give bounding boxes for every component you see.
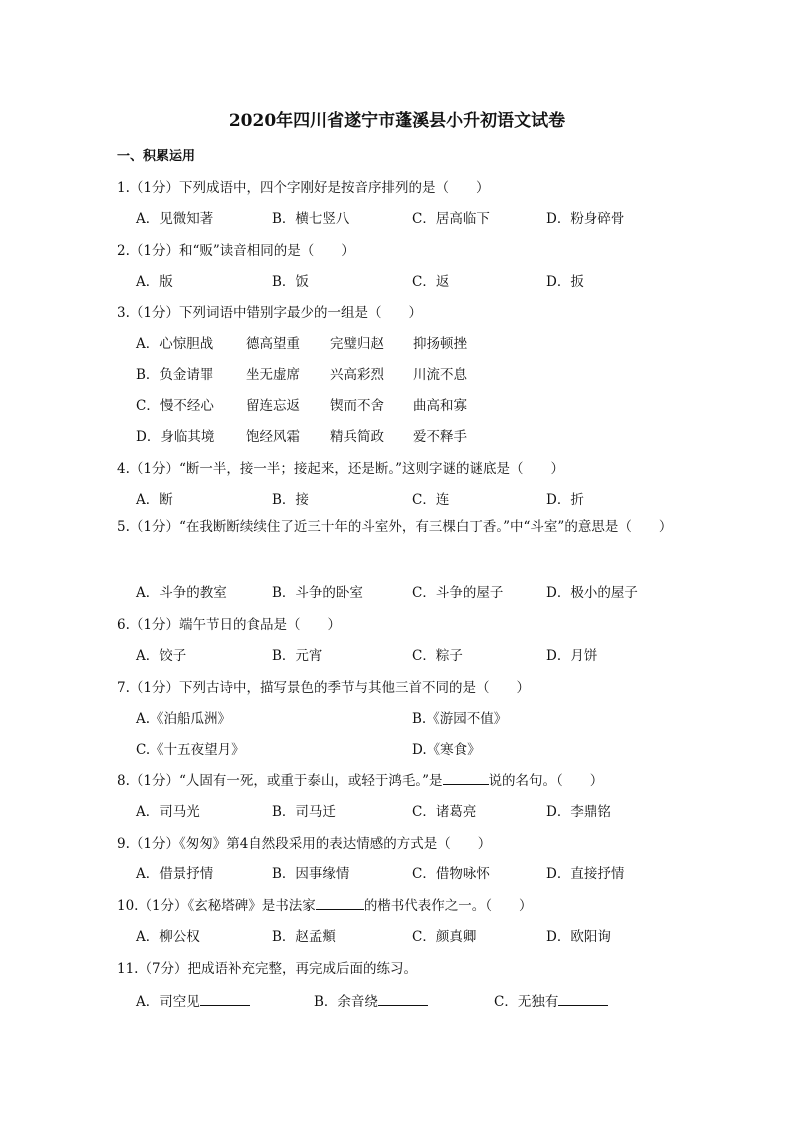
word-group-cell: 爱不释手 (413, 429, 467, 445)
question-6-stem: 6.（1分）端午节日的食品是（ ） (117, 617, 341, 633)
question-5-options (0, 581, 794, 599)
option-c[interactable]: C．粽子 (412, 648, 463, 664)
word-group-cell: 曲高和寡 (413, 398, 467, 414)
option-b[interactable]: B．元宵 (272, 648, 323, 664)
stem-text: 10.（1分）《玄秘塔碑》是书法家 (117, 898, 316, 914)
question-11-fill-items (0, 990, 794, 1008)
idiom-prefix: B．余音绕 (314, 994, 378, 1010)
option-c[interactable]: C．斗争的屋子 (412, 585, 504, 601)
option-c[interactable]: C．诸葛亮 (412, 804, 477, 820)
question-9-options (0, 862, 794, 880)
option-b[interactable]: B．斗争的卧室 (272, 585, 363, 601)
answer-blank[interactable] (443, 772, 489, 785)
stem-text: 说的名句。（ ） (488, 773, 604, 789)
word-group-cell: 兴高彩烈 (330, 367, 384, 383)
option-a[interactable]: A．版 (136, 274, 173, 290)
word-group-cell: 抑扬顿挫 (413, 336, 467, 352)
word-group-cell: 德高望重 (246, 336, 300, 352)
question-10-options (0, 925, 794, 943)
word-group-cell: 精兵简政 (330, 429, 384, 445)
word-group-cell: 坐无虚席 (246, 367, 300, 383)
option-c[interactable]: C．借物咏怀 (412, 866, 490, 882)
option-c[interactable]: C.《十五夜望月》 (136, 742, 245, 758)
question-8-stem (117, 769, 603, 789)
question-10-stem (117, 894, 533, 914)
option-c[interactable]: C．颜真卿 (412, 929, 477, 945)
option-a[interactable]: A．司马光 (136, 804, 200, 820)
option-d[interactable]: D.《寒食》 (412, 742, 481, 758)
idiom-item-a (136, 990, 250, 1010)
option-a[interactable]: A.《泊船瓜洲》 (136, 711, 232, 727)
question-5-stem: 5.（1分）“在我断断续续住了近三十年的斗室外，有三棵白丁香。”中“斗室”的意思是（ ） (117, 519, 673, 535)
option-a[interactable]: A．饺子 (136, 648, 187, 664)
question-1-options (0, 207, 794, 225)
question-7-options-row-2 (0, 738, 794, 756)
word-group-cell: A．心惊胆战 (136, 336, 214, 352)
idiom-prefix: C．无独有 (494, 994, 559, 1010)
word-group-cell: 完璧归赵 (330, 336, 384, 352)
option-b[interactable]: B．司马迁 (272, 804, 336, 820)
question-7-options-row-1 (0, 707, 794, 725)
word-group-cell: B．负金请罪 (136, 367, 214, 383)
option-c[interactable]: C．居高临下 (412, 211, 490, 227)
answer-blank[interactable] (316, 897, 364, 910)
question-4-stem: 4.（1分）“断一半，接一半；接起来，还是断。”这则字谜的谜底是（ ） (117, 461, 565, 477)
question-2-options (0, 270, 794, 288)
option-d[interactable]: D．扳 (546, 274, 584, 290)
question-11-stem: 11.（7分）把成语补充完整，再完成后面的练习。 (117, 961, 418, 977)
answer-blank[interactable] (378, 993, 428, 1006)
answer-blank[interactable] (200, 993, 250, 1006)
idiom-item-c (494, 990, 608, 1010)
option-a[interactable]: A．斗争的教室 (136, 585, 227, 601)
word-group-cell: 川流不息 (413, 367, 467, 383)
option-c[interactable]: C．连 (412, 492, 450, 508)
question-9-stem: 9.（1分）《匆匆》第4自然段采用的表达情感的方式是（ ） (117, 836, 492, 852)
option-a[interactable]: A．借景抒情 (136, 866, 214, 882)
exam-title: 2020年四川省遂宁市蓬溪县小升初语文试卷 (228, 111, 566, 131)
word-group-cell: 饱经风霜 (246, 429, 300, 445)
word-group-cell: 锲而不舍 (330, 398, 384, 414)
word-group-cell: D．身临其境 (136, 429, 215, 445)
question-2-stem: 2.（1分）和“贩”读音相同的是（ ） (117, 243, 355, 259)
stem-text: 的楷书代表作之一。（ ） (363, 898, 533, 914)
stem-text: 8.（1分）“人固有一死，或重于泰山，或轻于鸿毛。”是 (117, 773, 443, 789)
option-b[interactable]: B．接 (272, 492, 309, 508)
answer-blank[interactable] (558, 993, 608, 1006)
option-d[interactable]: D．李鼎铭 (546, 804, 611, 820)
question-3-option-row-a[interactable] (0, 332, 794, 350)
option-d[interactable]: D．折 (546, 492, 584, 508)
option-a[interactable]: A．柳公权 (136, 929, 200, 945)
question-7-stem: 7.（1分）下列古诗中，描写景色的季节与其他三首不同的是（ ） (117, 680, 530, 696)
question-1-stem: 1.（1分）下列成语中，四个字刚好是按音序排列的是（ ） (117, 180, 490, 196)
option-d[interactable]: D．月饼 (546, 648, 598, 664)
option-d[interactable]: D．极小的屋子 (546, 585, 638, 601)
option-a[interactable]: A．见微知著 (136, 211, 214, 227)
question-4-options (0, 488, 794, 506)
question-6-options (0, 644, 794, 662)
option-b[interactable]: B．因事缘情 (272, 866, 350, 882)
option-d[interactable]: D．粉身碎骨 (546, 211, 625, 227)
question-3-option-row-b[interactable] (0, 363, 794, 381)
question-8-options (0, 800, 794, 818)
option-b[interactable]: B．饭 (272, 274, 309, 290)
question-3-option-row-d[interactable] (0, 425, 794, 443)
word-group-cell: 留连忘返 (246, 398, 300, 414)
question-3-stem: 3.（1分）下列词语中错别字最少的一组是（ ） (117, 305, 422, 321)
section-heading: 一、积累运用 (117, 149, 196, 164)
idiom-prefix: A．司空见 (136, 994, 200, 1010)
option-c[interactable]: C．返 (412, 274, 450, 290)
option-d[interactable]: D．欧阳询 (546, 929, 611, 945)
option-b[interactable]: B.《游园不值》 (412, 711, 508, 727)
option-d[interactable]: D．直接抒情 (546, 866, 625, 882)
idiom-item-b (314, 990, 428, 1010)
option-b[interactable]: B．赵孟頫 (272, 929, 336, 945)
option-b[interactable]: B．横七竖八 (272, 211, 350, 227)
option-a[interactable]: A．断 (136, 492, 173, 508)
word-group-cell: C．慢不经心 (136, 398, 214, 414)
question-3-option-row-c[interactable] (0, 394, 794, 412)
